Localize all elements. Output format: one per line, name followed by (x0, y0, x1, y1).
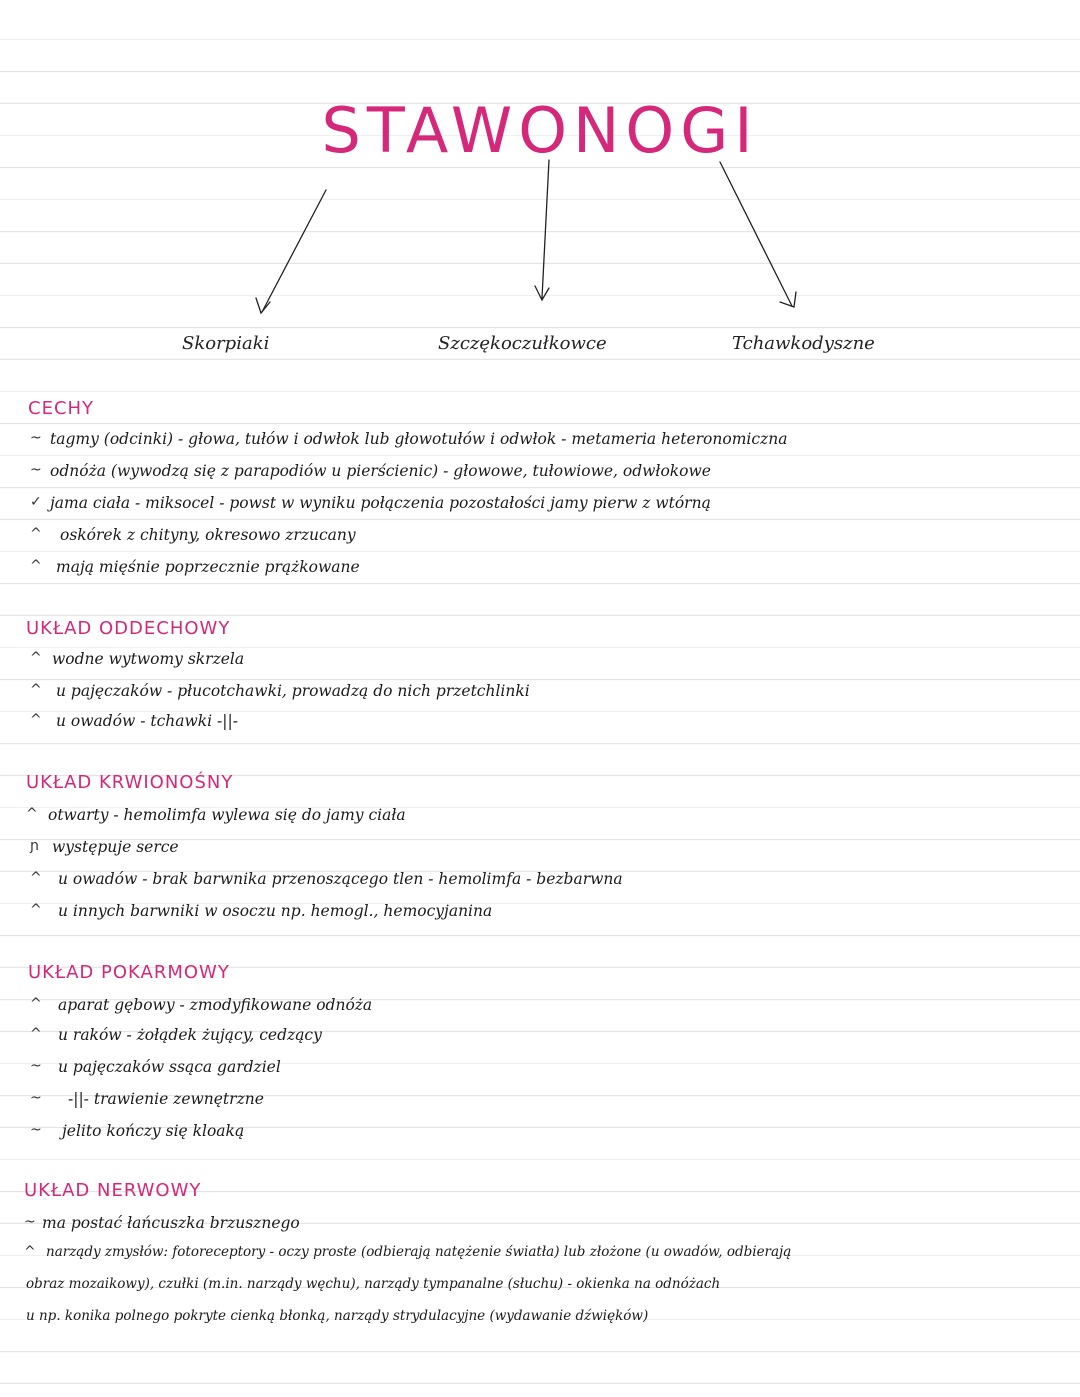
branch-skorpiaki: Skorpiaki (182, 333, 270, 354)
tick-mark: ^ (30, 1026, 42, 1042)
list-item: oskórek z chityny, okresowo zrzucany (60, 526, 356, 544)
section-heading-nerwowy: UKŁAD NERWOWY (24, 1180, 202, 1201)
list-item: u owadów - tchawki -||- (56, 712, 238, 730)
list-item: u raków - żołądek żujący, cedzący (58, 1026, 322, 1044)
branch-tchawkodyszne: Tchawkodyszne (732, 333, 875, 354)
tick-mark: ~ (30, 462, 42, 478)
branch-arrows (0, 0, 1080, 420)
list-item: wodne wytwomy skrzela (52, 650, 245, 668)
list-item: u pajęczaków ssąca gardziel (58, 1058, 281, 1076)
tick-mark: ^ (26, 806, 38, 822)
tick-mark: ^ (30, 712, 42, 728)
page-title: STAWONOGI (321, 94, 759, 167)
list-item: jama ciała - miksocel - powst w wyniku połączenia pozostałości jamy pierw z wtórną (50, 494, 711, 512)
tick-mark: ^ (30, 870, 42, 886)
tick-mark: ^ (30, 650, 42, 666)
list-item: u owadów - brak barwnika przenoszącego tlen - hemolimfa - bezbarwna (58, 870, 623, 888)
list-item: obraz mozaikowy), czułki (m.in. narządy węchu), narządy tympanalne (słuchu) - okienka na odnóżach (26, 1276, 721, 1292)
list-item: u pajęczaków - płucotchawki, prowadzą do nich przetchlinki (56, 682, 530, 700)
tick-mark: ^ (24, 1244, 36, 1260)
section-heading-krwionosny: UKŁAD KRWIONOŚNY (26, 772, 234, 793)
arrow-right (720, 162, 792, 306)
list-item: jelito kończy się kloaką (62, 1122, 245, 1140)
list-item: u np. konika polnego pokryte cienką błonką, narządy strydulacyjne (wydawanie dźwięków) (26, 1308, 649, 1324)
list-item: u innych barwniki w osoczu np. hemogl., hemocyjanina (58, 902, 493, 920)
list-item: występuje serce (52, 838, 179, 856)
tick-mark: ^ (30, 558, 42, 574)
list-item: ma postać łańcuszka brzusznego (42, 1214, 300, 1232)
section-heading-pokarmowy: UKŁAD POKARMOWY (28, 962, 230, 983)
tick-mark: ~ (30, 430, 42, 446)
tick-mark: ^ (30, 682, 42, 698)
list-item: otwarty - hemolimfa wylewa się do jamy ciała (48, 806, 406, 824)
tick-mark: ~ (30, 1090, 42, 1106)
arrow-middle (542, 160, 549, 298)
list-item: -||- trawienie zewnętrzne (68, 1090, 264, 1108)
tick-mark: ~ (24, 1214, 36, 1230)
arrow-right-head (780, 292, 796, 307)
list-item: narządy zmysłów: fotoreceptory - oczy proste (odbierają natężenie światła) lub złożone (u owadów, odbierają (46, 1244, 792, 1260)
section-heading-cechy: CECHY (28, 398, 95, 419)
list-item: aparat gębowy - zmodyfikowane odnóża (58, 996, 373, 1014)
tick-mark: ɲ (30, 838, 40, 854)
arrow-left (262, 190, 326, 312)
tick-mark: ~ (30, 1058, 42, 1074)
list-item: tagmy (odcinki) - głowa, tułów i odwłok lub głowotułów i odwłok - metameria heteronomiczna (50, 430, 788, 448)
tick-mark: ^ (30, 526, 42, 542)
branch-szczekoczulkowce: Szczękoczułkowce (438, 333, 607, 354)
tick-mark: ~ (30, 1122, 42, 1138)
tick-mark: ✓ (30, 494, 42, 510)
tick-mark: ^ (30, 902, 42, 918)
list-item: odnóża (wywodzą się z parapodiów u pierścienic) - głowowe, tułowiowe, odwłokowe (50, 462, 711, 480)
section-heading-oddechowy: UKŁAD ODDECHOWY (26, 618, 231, 639)
tick-mark: ^ (30, 996, 42, 1012)
list-item: mają mięśnie poprzecznie prążkowane (56, 558, 360, 576)
